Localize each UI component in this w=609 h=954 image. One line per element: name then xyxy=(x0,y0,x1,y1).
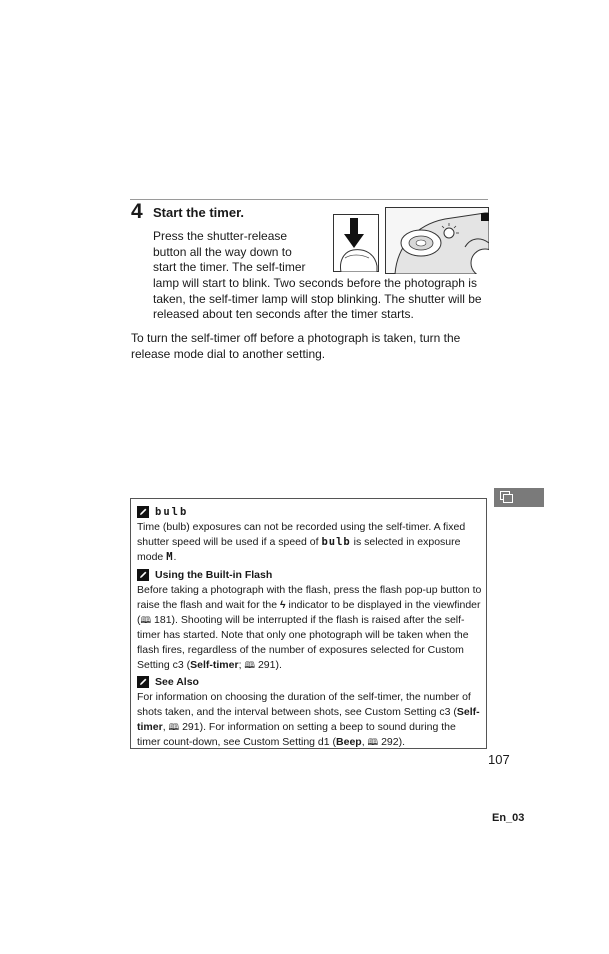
bulb-lcd-text: bulb xyxy=(321,536,351,548)
book-icon: 🕮 xyxy=(168,722,180,732)
note-bulb-title: bulb xyxy=(155,505,189,518)
note-see-also-text: For information on choosing the duration of the self-timer, the number of shots taken, and the interval between shots, see Custom Setting c3 (Self-timer, 🕮 291). For information on setting a beep to sound during the timer count-down, see Custom Setting d1 (Beep, 🕮 292). xyxy=(137,691,480,748)
chapter-tab xyxy=(494,488,544,507)
step-title: Start the timer. xyxy=(153,205,245,220)
note-bulb-header xyxy=(137,504,482,520)
note-bulb-text: Time (bulb) exposures can not be recorded using the self-timer. A fixed shutter speed will be used if a speed of bulb is selected in exposure mode M. xyxy=(137,521,466,563)
body-paragraph: To turn the self-timer off before a photograph is taken, turn the release mode dial to another setting. xyxy=(131,331,461,361)
release-mode-icon xyxy=(500,491,514,504)
notes-box xyxy=(130,498,487,749)
flash-ready-icon: ϟ xyxy=(280,599,286,611)
step-text-wide: lamp will start to blink. Two seconds before the photograph is taken, the self-timer lamp will stop blinking. The shutter will be released about ten seconds after the timer starts. xyxy=(153,276,482,321)
book-icon: 🕮 xyxy=(367,737,379,747)
note-flash-title: Using the Built-in Flash xyxy=(155,568,273,581)
note-see-also-header xyxy=(137,674,482,690)
book-icon: 🕮 xyxy=(140,615,152,625)
note-flash-header xyxy=(137,567,482,583)
step-text-narrow: Press the shutter-release button all the way down to start the timer. The self-timer xyxy=(153,229,306,274)
note-flash xyxy=(137,567,482,673)
step-number: 4 xyxy=(131,200,143,223)
note-see-also xyxy=(137,674,482,750)
pencil-icon xyxy=(137,676,149,688)
shutter-press-illustration xyxy=(333,214,379,272)
page-number: 107 xyxy=(488,752,510,767)
note-flash-text: Before taking a photograph with the flash, press the flash pop-up button to raise the flash and wait for the ϟ indicator to be displayed in the viewfinder (🕮 181). Shooting will be interrupted if the flash is raised after the self-timer has started. Note that only one photograph will be taken when the flash fires, regardless of the number of exposures selected for Custom Setting c3 (Self-timer; 🕮 291). xyxy=(137,584,482,671)
camera-illustration xyxy=(385,207,489,274)
mode-letter: M xyxy=(166,551,174,563)
footer-code: En_03 xyxy=(492,812,525,824)
note-see-also-title: See Also xyxy=(155,675,199,688)
note-bulb xyxy=(137,504,482,565)
pencil-icon xyxy=(137,569,149,581)
book-icon: 🕮 xyxy=(244,660,256,670)
pencil-icon xyxy=(137,506,149,518)
section-rule xyxy=(130,199,488,200)
